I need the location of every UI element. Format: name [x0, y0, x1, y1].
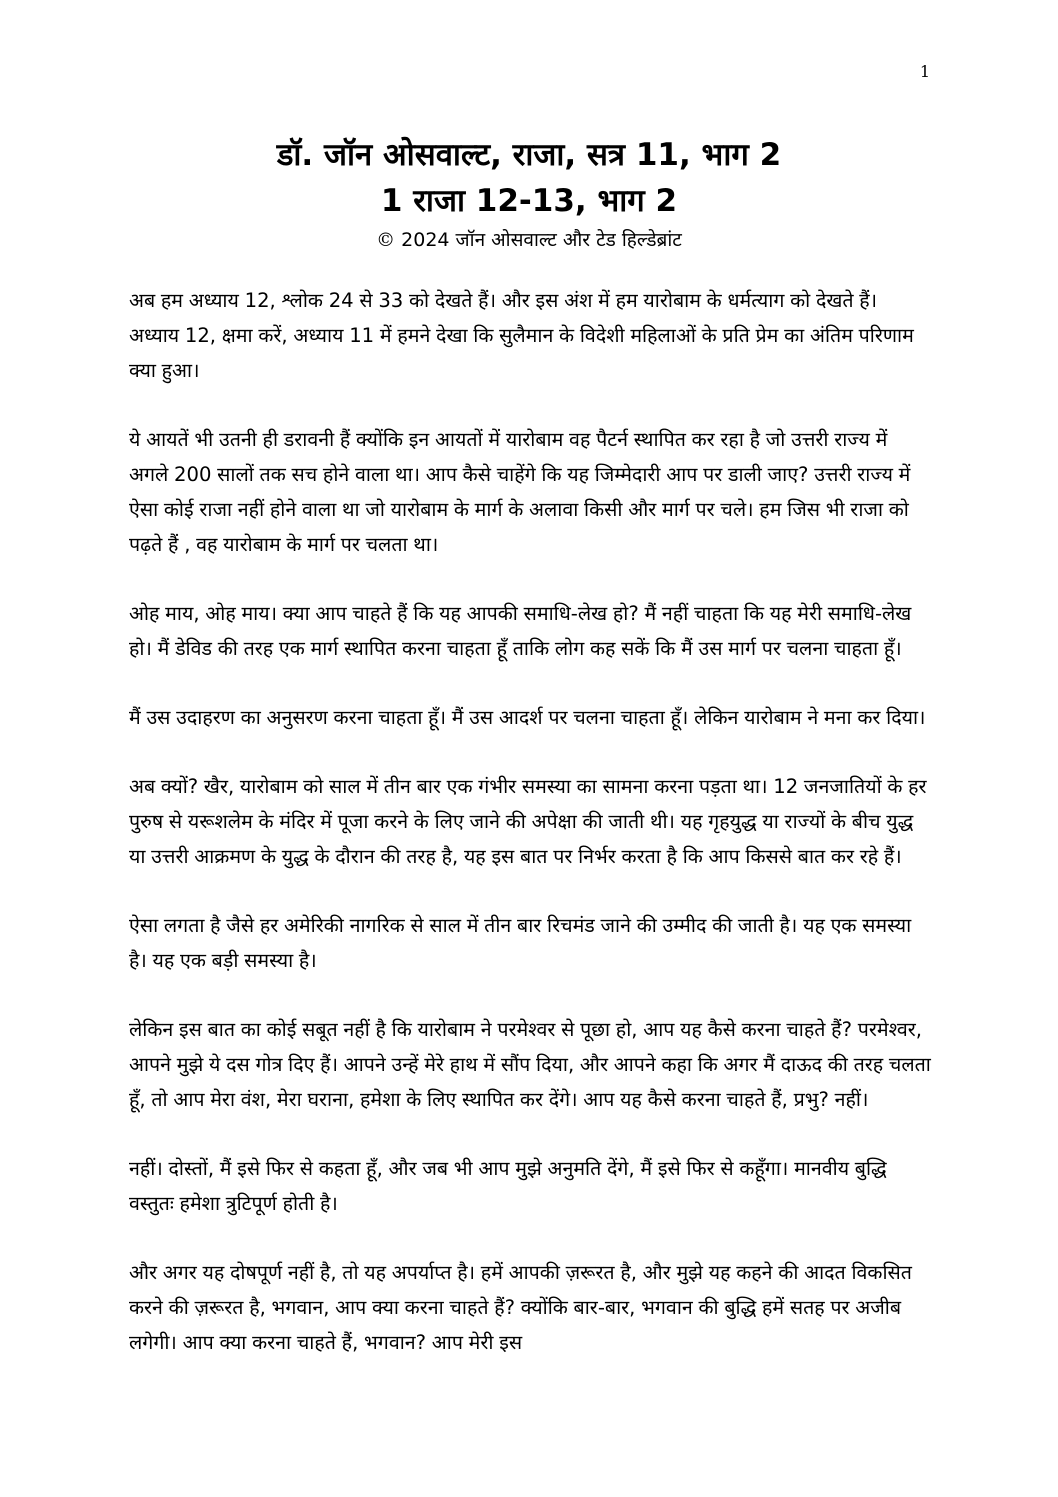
paragraph: अब हम अध्याय 12, श्लोक 24 से 33 को देखते हैं। और इस अंश में हम यारोबाम के धर्मत्याग को देखते हैं। अध्याय 12, क्षमा करें, अध्याय 11 में हमने देखा कि सुलैमान के विदेशी महिलाओं के प्रति प्रेम का अंतिम परिणाम क्या हुआ। — [129, 289, 914, 382]
paragraph: ओह माय, ओह माय। क्या आप चाहते हैं कि यह आपकी समाधि-लेख हो? मैं नहीं चाहता कि यह मेरी समाधि-लेख हो। मैं डेविड की तरह एक मार्ग स्थापित करना चाहता हूँ ताकि लोग कह सकें कि मैं उस मार्ग पर चलना चाहता हूँ। — [129, 602, 912, 660]
document-title-line-1: डॉ. जॉन ओसवाल्ट, राजा, सत्र 11, भाग 2 — [276, 137, 782, 173]
paragraph: ये आयतें भी उतनी ही डरावनी हैं क्योंकि इन आयतों में यारोबाम वह पैटर्न स्थापित कर रहा है जो उत्तरी राज्य में अगले 200 सालों तक सच होने वाला था। आप कैसे चाहेंगे कि यह जिम्मेदारी आप पर डाली जाए? उत्तरी राज्य में ऐसा कोई राजा नहीं होने वाला था जो यारोबाम के मार्ग के अलावा किसी और मार्ग पर चले। हम जिस भी राजा को पढ़ते हैं , वह यारोबाम के मार्ग पर चलता था। — [129, 428, 911, 556]
paragraph: मैं उस उदाहरण का अनुसरण करना चाहता हूँ। मैं उस आदर्श पर चलना चाहता हूँ। लेकिन यारोबाम ने मना कर दिया। — [129, 706, 926, 729]
paragraph: और अगर यह दोषपूर्ण नहीं है, तो यह अपर्याप्त है। हमें आपकी ज़रूरत है, और मुझे यह कहने की आदत विकसित करने की ज़रूरत है, भगवान, आप क्या करना चाहते हैं? क्योंकि बार-बार, भगवान की बुद्धि हमें सतह पर अजीब लगेगी। आप क्या करना चाहते हैं, भगवान? आप मेरी इस — [129, 1261, 912, 1354]
document-header — [0, 132, 1058, 254]
paragraph: ऐसा लगता है जैसे हर अमेरिकी नागरिक से साल में तीन बार रिचमंड जाने की उम्मीद की जाती है। यह एक समस्या है। यह एक बड़ी समस्या है। — [129, 914, 912, 972]
copyright-text: 2024 जॉन ओसवाल्ट और टेड हिल्डेब्रांट — [401, 229, 682, 251]
paragraph: अब क्यों? खैर, यारोबाम को साल में तीन बार एक गंभीर समस्या का सामना करना पड़ता था। 12 जनजातियों के हर पुरुष से यरूशलेम के मंदिर में पूजा करने के लिए जाने की अपेक्षा की जाती थी। यह गृहयुद्ध या राज्यों के बीच युद्ध या उत्तरी आक्रमण के युद्ध के दौरान की तरह है, यह इस बात पर निर्भर करता है कि आप किससे बात कर रहे हैं। — [129, 775, 927, 868]
page-number: 1 — [919, 62, 930, 81]
paragraph: लेकिन इस बात का कोई सबूत नहीं है कि यारोबाम ने परमेश्वर से पूछा हो, आप यह कैसे करना चाहते हैं? परमेश्वर, आपने मुझे ये दस गोत्र दिए हैं। आपने उन्हें मेरे हाथ में सौंप दिया, और आपने कहा कि अगर मैं दाऊद की तरह चलता हूँ, तो आप मेरा वंश, मेरा घराना, हमेशा के लिए स्थापित कर देंगे। आप यह कैसे करना चाहते हैं, प्रभु? नहीं। — [129, 1018, 931, 1111]
copyright-symbol: © — [376, 229, 396, 251]
paragraph: नहीं। दोस्तों, मैं इसे फिर से कहता हूँ, और जब भी आप मुझे अनुमति देंगे, मैं इसे फिर से कहूँगा। मानवीय बुद्धि वस्तुतः हमेशा त्रुटिपूर्ण होती है। — [129, 1157, 887, 1215]
document-title-line-2: 1 राजा 12-13, भाग 2 — [380, 183, 678, 219]
body-text — [129, 283, 932, 1360]
copyright-line — [0, 226, 1058, 254]
